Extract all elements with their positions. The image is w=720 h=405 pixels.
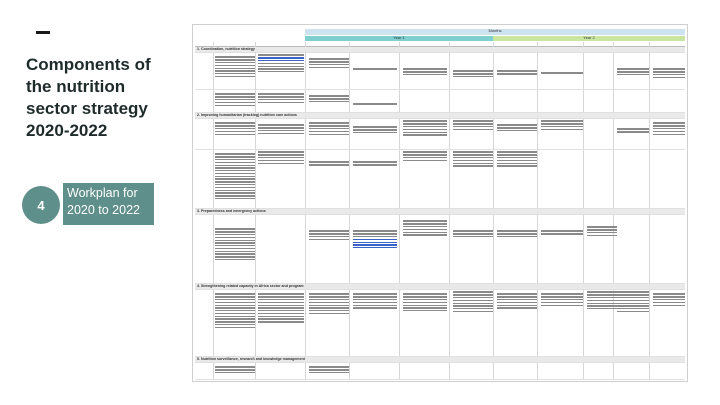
section-row: 3. Preparedness and emergency actions [195,209,685,215]
cell-text [497,292,537,310]
cell-text [587,290,617,311]
cell-text [497,150,537,168]
title-dash [36,31,50,34]
table-row [195,53,685,90]
cell-text [353,292,397,310]
section-row: 4. Strengthening related capacity in Africa sector and program [195,284,685,290]
year2-header: Year 2 [493,36,685,41]
cell-text [653,292,685,307]
cell-text [497,123,537,133]
section-row: 5. Nutrition surveillance, research and knowledge management [195,357,685,363]
cell-text [309,121,349,136]
table-row [195,290,685,357]
cell-text [453,150,493,168]
cell-text [353,102,397,106]
cell-text [215,292,255,330]
table-row [195,363,685,380]
cell-text [215,92,255,107]
cell-text [587,225,617,238]
title-line: 2020-2022 [26,121,108,140]
cell-text [453,69,493,79]
workplan-spreadsheet [192,24,688,382]
cell-text [453,290,493,314]
cell-text [541,229,583,236]
cell-text [258,53,304,74]
cell-text [541,292,583,307]
table-row [195,215,685,284]
cell-text [258,292,304,324]
cell-text [497,229,537,239]
cell-text [617,290,649,314]
cell-text [497,69,537,76]
slide-title [26,54,176,142]
step-number-circle: 4 [22,186,60,224]
title-line: the nutrition [26,77,126,96]
cell-text [653,67,685,80]
section-row: 2. Improving humanitarian (tracking) nutrition care actions [195,113,685,119]
table-row [195,150,685,209]
cell-text [653,121,685,136]
cell-text [215,121,255,136]
section-row: 1. Coordination, nutrition strategy [195,47,685,53]
workplan-line: 2020 to 2022 [67,203,140,217]
cell-text [309,160,349,167]
cell-text [353,160,397,167]
cell-text [353,125,397,135]
cell-text [309,94,349,104]
cell-text [215,55,255,79]
cell-text [403,292,447,313]
cell-text [258,92,304,105]
cell-text [353,229,397,250]
table-row [195,119,685,150]
cell-text [309,229,349,242]
cell-text [309,292,349,316]
cell-text [403,150,447,163]
title-line: sector strategy [26,99,148,118]
cell-text [453,119,493,132]
months-header: Months [305,29,685,35]
cell-text [453,229,493,239]
cell-text [617,127,649,134]
cell-text [258,150,304,165]
title-line: Components of [26,55,151,74]
cell-text [403,119,447,137]
cell-text [215,152,255,201]
cell-text [541,71,583,75]
cell-text [617,67,649,77]
cell-text [309,365,349,375]
table-row [195,90,685,113]
cell-text [215,365,255,375]
cell-text [403,219,447,237]
workplan-box [63,183,154,225]
cell-text [309,57,349,70]
cell-text [353,67,397,71]
year1-header: Year 1 [305,36,493,41]
cell-text [541,119,583,132]
workplan-line: Workplan for [67,186,138,200]
cell-text [215,227,255,262]
cell-text [403,67,447,77]
cell-text [258,123,304,136]
